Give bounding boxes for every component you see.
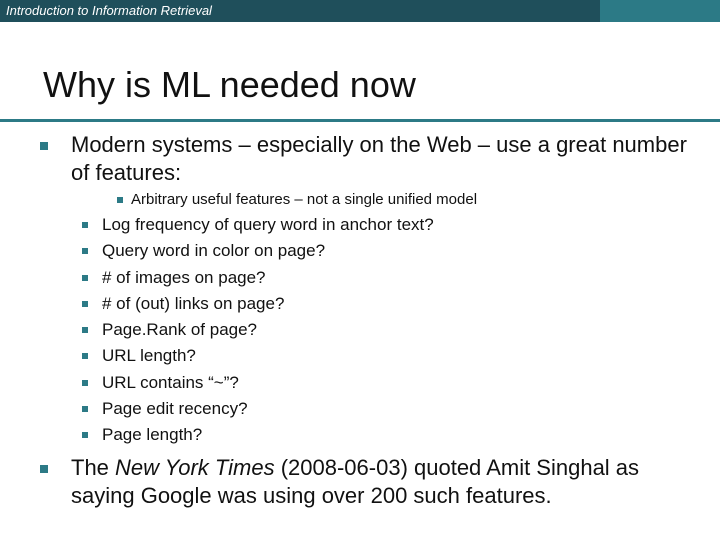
header-accent-block: [600, 0, 720, 22]
feature-text: URL contains “~”?: [102, 372, 239, 392]
sub-bullet-text: Arbitrary useful features – not a single unified model: [131, 191, 478, 208]
square-bullet-icon: [117, 197, 123, 203]
bullet-modern-systems: [40, 131, 700, 187]
feature-text: Query word in color on page?: [102, 241, 326, 261]
header-bar: [0, 0, 600, 22]
newspaper-name: New York Times: [115, 455, 275, 480]
square-bullet-icon: [82, 248, 88, 254]
square-bullet-icon: [40, 465, 48, 473]
feature-text: # of (out) links on page?: [102, 293, 285, 313]
feature-text: URL length?: [102, 346, 196, 366]
quote-prefix: The: [71, 455, 116, 480]
bullet-text: [71, 454, 691, 510]
square-bullet-icon: [82, 432, 88, 438]
course-title: Introduction to Information Retrieval: [6, 3, 212, 18]
square-bullet-icon: [82, 406, 88, 412]
square-bullet-icon: [82, 301, 88, 307]
square-bullet-icon: [40, 142, 48, 150]
bullet-nyt-quote: [40, 454, 700, 510]
square-bullet-icon: [82, 222, 88, 228]
feature-text: Log frequency of query word in anchor text?: [102, 215, 434, 234]
bullet-text: Modern systems – especially on the Web – use a great number of features:: [71, 132, 687, 185]
feature-text: Page edit recency?: [102, 399, 248, 419]
feature-text: Page.Rank of page?: [102, 320, 258, 340]
feature-text: Page length?: [102, 425, 203, 445]
slide-title: Why is ML needed now: [43, 64, 416, 105]
feature-text: # of images on page?: [102, 267, 266, 287]
square-bullet-icon: [82, 380, 88, 386]
title-divider: [0, 119, 720, 122]
square-bullet-icon: [82, 275, 88, 281]
square-bullet-icon: [82, 327, 88, 333]
square-bullet-icon: [82, 353, 88, 359]
quote-suffix: (2008-06-03) quoted Amit Singhal as saying Google was using over 200 such features.: [71, 455, 640, 508]
